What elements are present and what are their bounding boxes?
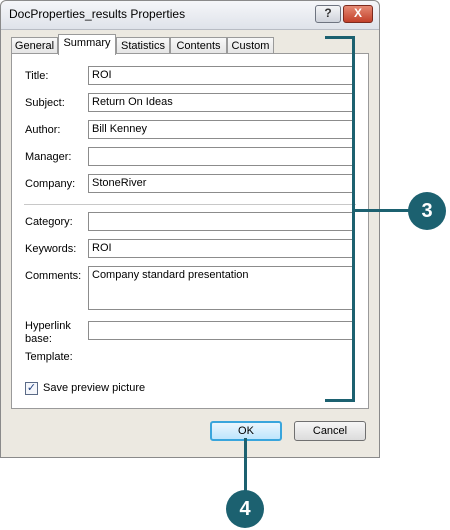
ok-button[interactable]: OK [210, 421, 282, 441]
category-field[interactable] [88, 212, 354, 231]
subject-field[interactable]: Return On Ideas [88, 93, 354, 112]
tab-general[interactable]: General [11, 37, 58, 54]
tab-statistics[interactable]: Statistics [116, 37, 170, 54]
subject-label: Subject: [25, 97, 65, 109]
hyperlink-base-label-line1: Hyperlink [25, 320, 71, 332]
summary-panel [11, 53, 369, 409]
manager-field[interactable] [88, 147, 354, 166]
cancel-button[interactable]: Cancel [294, 421, 366, 441]
author-label: Author: [25, 124, 61, 136]
keywords-label: Keywords: [25, 243, 77, 255]
template-label: Template: [25, 351, 73, 363]
tab-custom[interactable]: Custom [227, 37, 274, 54]
callout-connector-3 [355, 209, 410, 212]
window-title: DocProperties_results Properties [9, 7, 186, 21]
callout-connector-4 [244, 438, 247, 492]
close-button[interactable]: X [343, 5, 373, 23]
hyperlink-base-label-line2: base: [25, 333, 52, 345]
comments-label: Comments: [25, 270, 82, 282]
save-preview-label[interactable]: Save preview picture [43, 382, 146, 394]
comments-field[interactable]: Company standard presentation [88, 266, 354, 310]
callout-badge-4: 4 [226, 490, 264, 528]
hyperlink-base-field[interactable] [88, 321, 354, 340]
title-bar[interactable] [1, 1, 379, 30]
title-field[interactable]: ROI [88, 66, 354, 85]
tab-summary[interactable]: Summary [58, 34, 116, 55]
author-field[interactable]: Bill Kenney [88, 120, 354, 139]
tab-contents[interactable]: Contents [170, 37, 227, 54]
company-field[interactable]: StoneRiver [88, 174, 354, 193]
save-preview-checkbox[interactable]: ✓ [26, 382, 37, 394]
keywords-field[interactable]: ROI [88, 239, 354, 258]
help-button[interactable]: ? [315, 5, 341, 23]
manager-label: Manager: [25, 151, 72, 163]
callout-badge-3: 3 [408, 192, 446, 230]
callout-bracket [325, 36, 355, 402]
company-label: Company: [25, 178, 76, 190]
title-label: Title: [25, 70, 49, 82]
category-label: Category: [25, 216, 73, 228]
section-divider [24, 204, 356, 205]
